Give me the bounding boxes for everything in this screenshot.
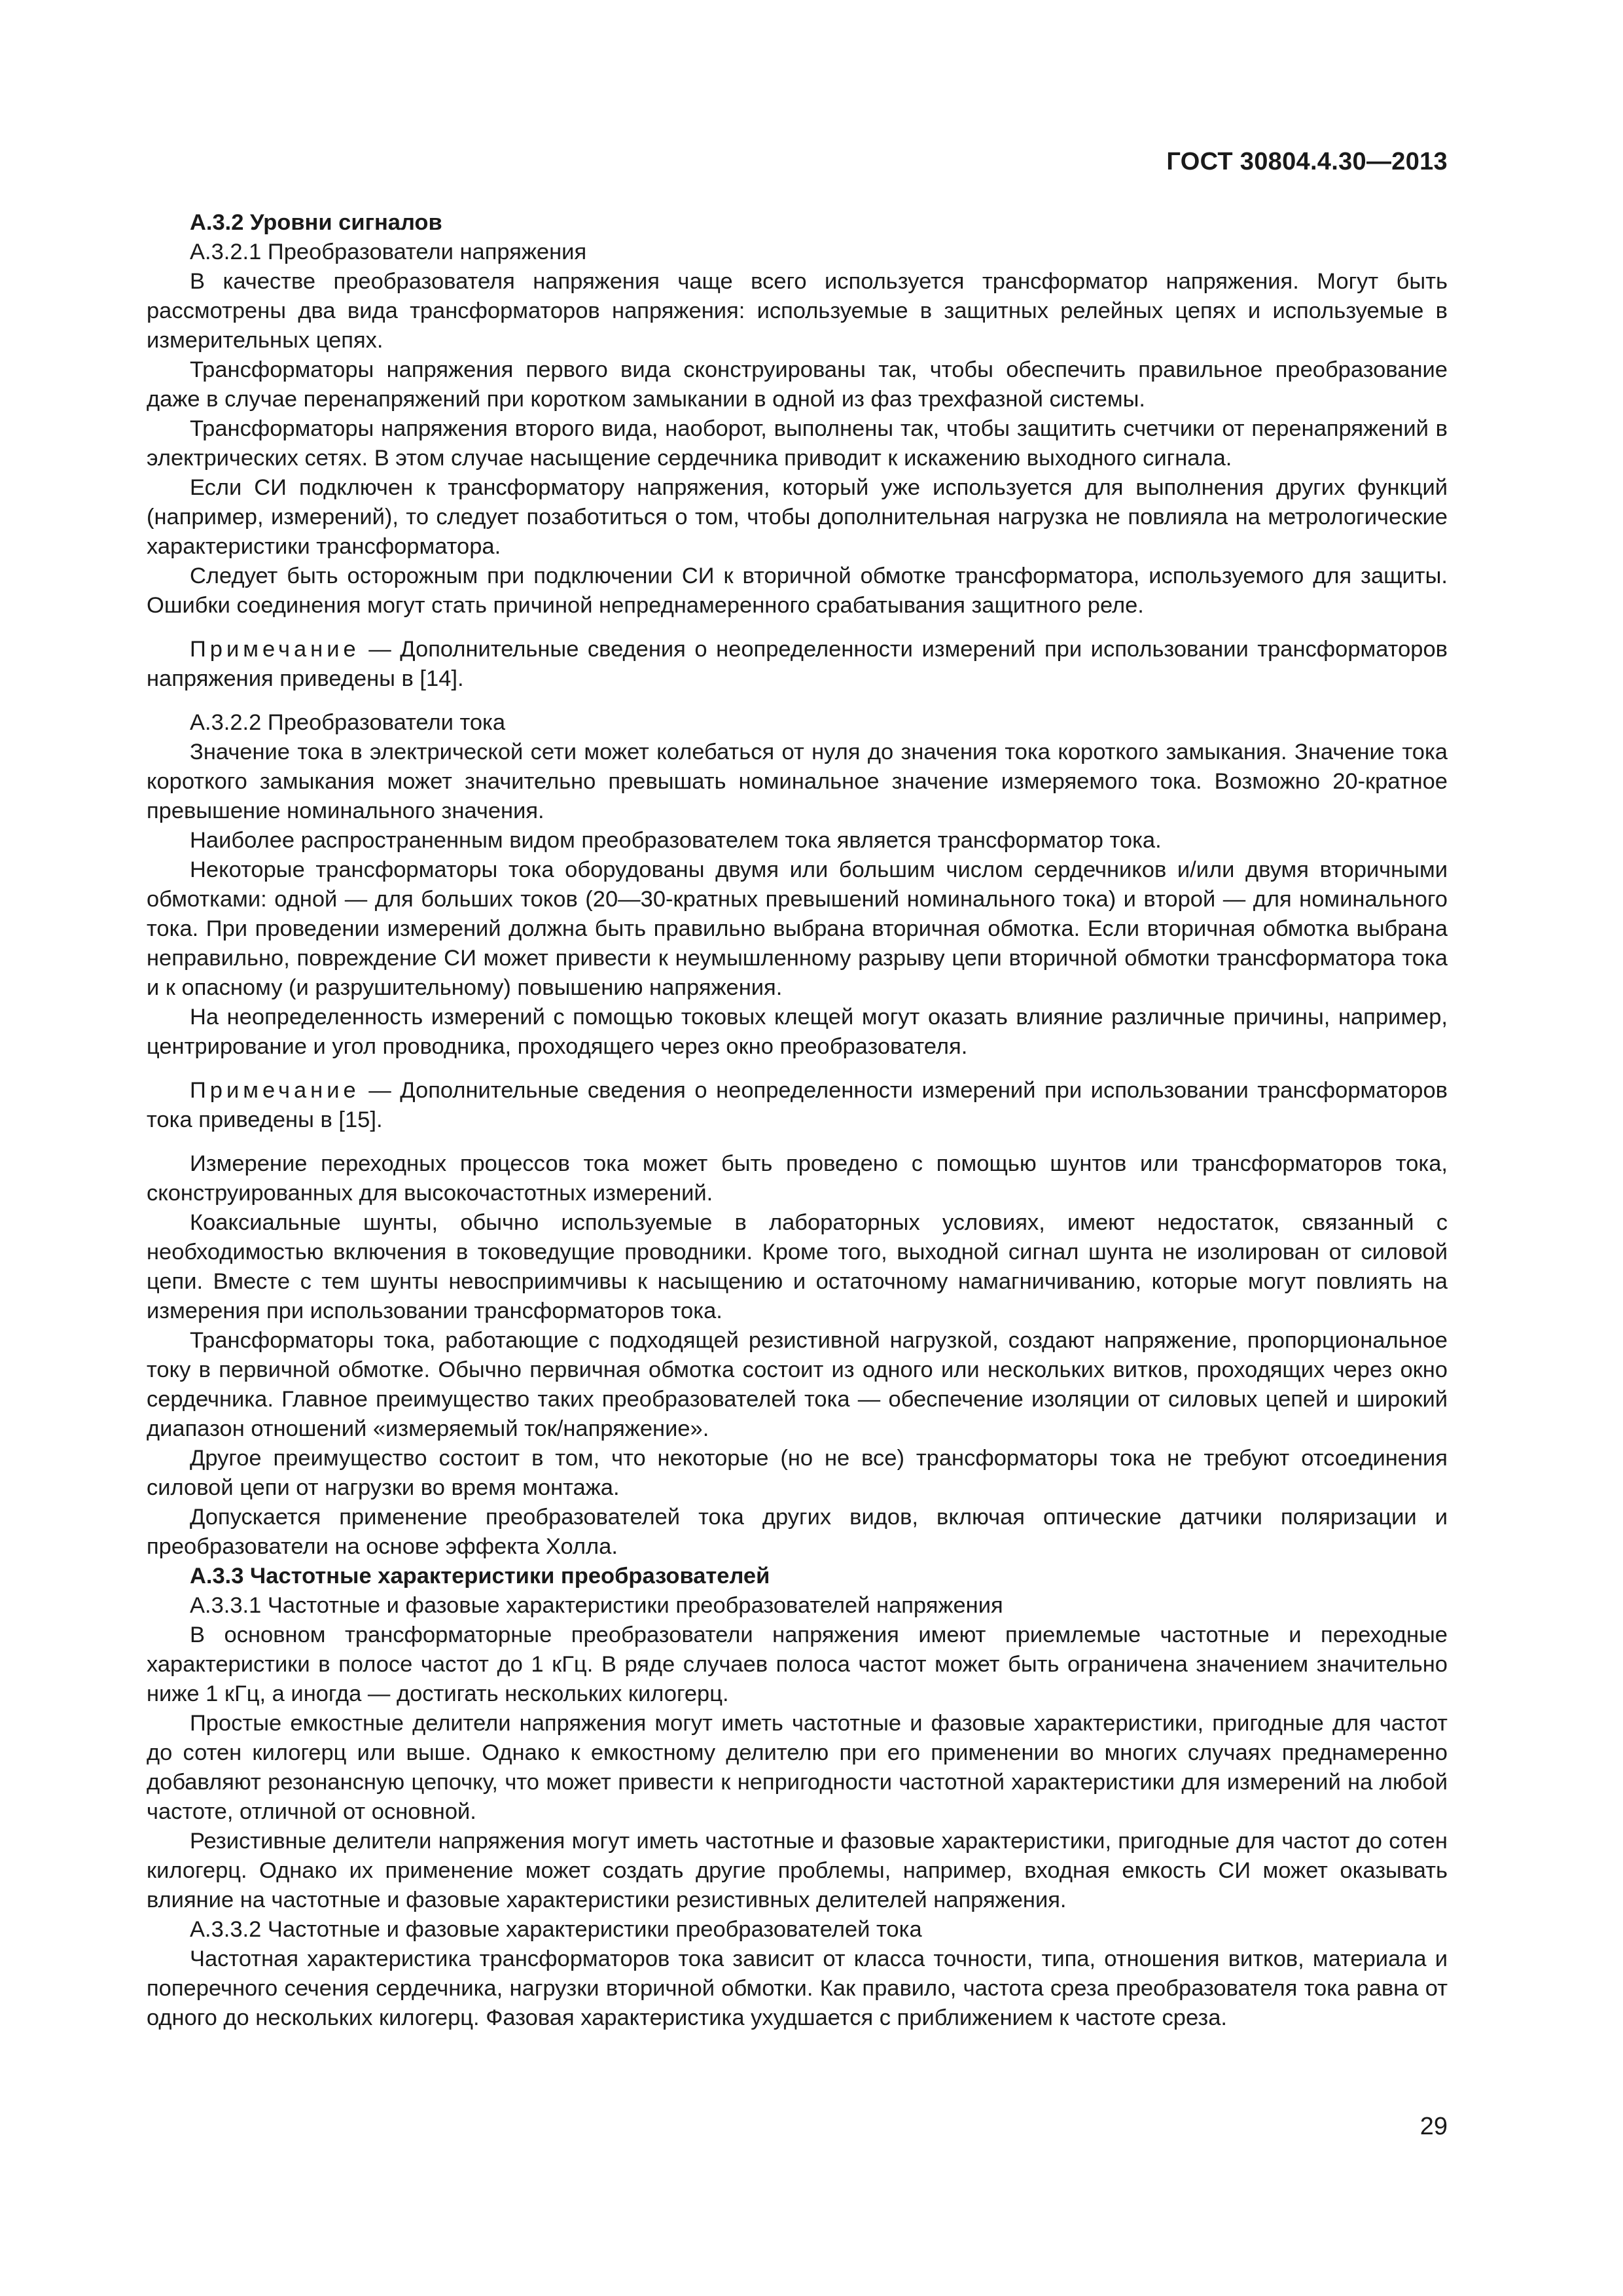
subsection-heading-a331: А.3.3.1 Частотные и фазовые характеристики преобразователей напряжения — [190, 1593, 1003, 1618]
paragraph: На неопределенность измерений с помощью токовых клещей могут оказать влияние различные причины, например, центрирование и угол проводника, проходящего через окно преобразователя. — [147, 1005, 1448, 1059]
note-paragraph — [147, 635, 1448, 694]
note-label: Примечание — [190, 1078, 360, 1103]
section-heading-a33: А.3.3 Частотные характеристики преобразователей — [190, 1564, 770, 1588]
paragraph: Значение тока в электрической сети может колебаться от нуля до значения тока короткого замыкания. Значение тока короткого замыкания может значительно превышать номинальное значение измеряемого тока. Возможно 20-кратное превышение номинального значения. — [147, 740, 1448, 823]
paragraph: Измерение переходных процессов тока может быть проведено с помощью шунтов или трансформаторов тока, сконструированных для высокочастотных измерений. — [147, 1151, 1448, 1206]
paragraph: Некоторые трансформаторы тока оборудованы двумя или большим числом сердечников и/или двумя вторичными обмотками: одной — для больших токов (20—30-кратных превышений номинального тока) и второй — для номинального тока. При проведении измерений должна быть правильно выбрана вторичная обмотка. Если вторичная обмотка выбрана неправильно, повреждение СИ может привести к неумышленному разрыву цепи вторичной обмотки трансформатора тока и к опасному (и разрушительному) повышению напряжения. — [147, 857, 1448, 1000]
document-header: ГОСТ 30804.4.30—2013 — [1166, 148, 1448, 175]
subsection-heading-a322: А.3.2.2 Преобразователи тока — [190, 710, 506, 735]
note-text: — Дополнительные сведения о неопределенности измерений при использовании трансформаторов тока приведены в [15]. — [147, 1078, 1448, 1132]
paragraph: Резистивные делители напряжения могут иметь частотные и фазовые характеристики, пригодные для частот до сотен килогерц. Однако их применение может создать другие проблемы, например, входная емкость СИ может оказывать влияние на частотные и фазовые характеристики резистивных делителей напряжения. — [147, 1829, 1448, 1912]
document-body — [147, 208, 1448, 2033]
subsection-heading-a332: А.3.3.2 Частотные и фазовые характеристики преобразователей тока — [190, 1917, 922, 1942]
paragraph: Частотная характеристика трансформаторов тока зависит от класса точности, типа, отношения витков, материала и поперечного сечения сердечника, нагрузки вторичной обмотки. Как правило, частота среза преобразователя тока равна от одного до нескольких килогерц. Фазовая характеристика ухудшается с приближением к частоте среза. — [147, 1946, 1448, 2030]
paragraph: Простые емкостные делители напряжения могут иметь частотные и фазовые характеристики, пригодные для частот до сотен килогерц или выше. Однако к емкостному делителю при его применении во многих случаях преднамеренно добавляют резонансную цепочку, что может привести к непригодности частотной характеристики для измерений на любой частоте, отличной от основной. — [147, 1711, 1448, 1824]
note-text: — Дополнительные сведения о неопределенности измерений при использовании трансформаторов напряжения приведены в [14]. — [147, 637, 1448, 691]
paragraph: Трансформаторы напряжения второго вида, наоборот, выполнены так, чтобы защитить счетчики от перенапряжений в электрических сетях. В этом случае насыщение сердечника приводит к искажению выходного сигнала. — [147, 416, 1448, 471]
paragraph: Если СИ подключен к трансформатору напряжения, который уже используется для выполнения других функций (например, измерений), то следует позаботиться о том, чтобы дополнительная нагрузка не повлияла на метрологические характеристики трансформатора. — [147, 475, 1448, 559]
paragraph: Наиболее распространенным видом преобразователем тока является трансформатор тока. — [190, 828, 1162, 853]
paragraph: В основном трансформаторные преобразователи напряжения имеют приемлемые частотные и переходные характеристики в полосе частот до 1 кГц. В ряде случаев полоса частот может быть ограничена значением значительно ниже 1 кГц, а иногда — достигать нескольких килогерц. — [147, 1623, 1448, 1706]
paragraph: Допускается применение преобразователей тока других видов, включая оптические датчики поляризации и преобразователи на основе эффекта Холла. — [147, 1505, 1448, 1559]
subsection-heading-a321: А.3.2.1 Преобразователи напряжения — [190, 240, 587, 264]
note-paragraph — [147, 1076, 1448, 1135]
paragraph: Другое преимущество состоит в том, что некоторые (но не все) трансформаторы тока не требуют отсоединения силовой цепи от нагрузки во время монтажа. — [147, 1446, 1448, 1500]
paragraph: Следует быть осторожным при подключении СИ к вторичной обмотке трансформатора, используемого для защиты. Ошибки соединения могут стать причиной непреднамеренного срабатывания защитного реле. — [147, 564, 1448, 618]
paragraph: Трансформаторы тока, работающие с подходящей резистивной нагрузкой, создают напряжение, пропорциональное току в первичной обмотке. Обычно первичная обмотка состоит из одного или нескольких витков, проходящих через окно сердечника. Главное преимущество таких преобразователей тока — обеспечение изоляции от силовых цепей и широкий диапазон отношений «измеряемый ток/напряжение». — [147, 1328, 1448, 1441]
paragraph: Трансформаторы напряжения первого вида сконструированы так, чтобы обеспечить правильное преобразование даже в случае перенапряжений при коротком замыкании в одной из фаз трехфазной системы. — [147, 357, 1448, 412]
section-heading-a32: А.3.2 Уровни сигналов — [190, 210, 442, 235]
paragraph: Коаксиальные шунты, обычно используемые в лабораторных условиях, имеют недостаток, связанный с необходимостью включения в токоведущие проводники. Кроме того, выходной сигнал шунта не изолирован от силовой цепи. Вместе с тем шунты невосприимчивы к насыщению и остаточному намагничиванию, которые могут повлиять на измерения при использовании трансформаторов тока. — [147, 1210, 1448, 1323]
page-number: 29 — [1419, 2113, 1448, 2140]
paragraph: В качестве преобразователя напряжения чаще всего используется трансформатор напряжения. Могут быть рассмотрены два вида трансформаторов напряжения: используемые в защитных релейных цепях и используемые в измерительных цепях. — [147, 269, 1448, 353]
note-label: Примечание — [190, 637, 360, 662]
